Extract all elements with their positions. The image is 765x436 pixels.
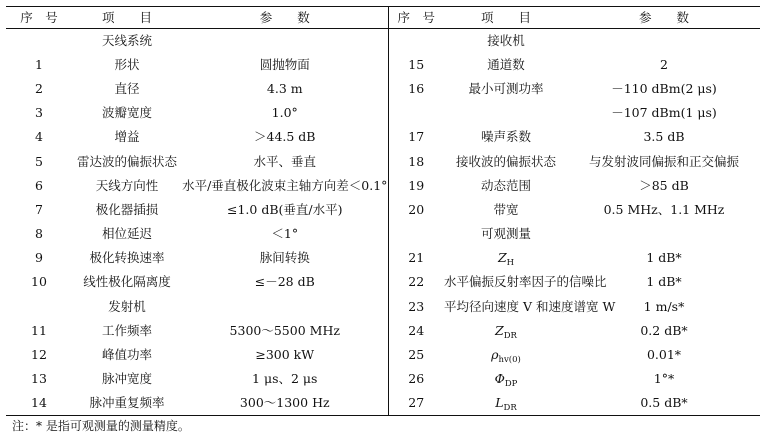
row-right-number: 24: [388, 319, 444, 343]
row-left-number: 1: [35, 56, 43, 72]
row-left-value: 5300～5500 MHz: [229, 322, 340, 338]
table-row: [6, 198, 760, 222]
row-right-value: 0.5 dB*: [568, 391, 760, 415]
row-right-number: 27: [388, 391, 444, 415]
radar-parameter-table: [6, 6, 760, 416]
row-right-item: 带宽: [493, 201, 519, 217]
row-left-item: 相位延迟: [101, 226, 152, 242]
row-right-value: 0.2 dB*: [640, 322, 688, 338]
row-right-item: 通道数: [487, 56, 525, 72]
row-right-value: －107 dBm(1 μs): [611, 105, 717, 121]
row-right-value: 3.5 dB: [643, 129, 685, 145]
row-left-number: [6, 295, 72, 319]
symbol-subscript: DR: [503, 403, 517, 414]
table-row: [6, 174, 760, 198]
row-left-value: 300～1300 Hz: [182, 391, 388, 415]
table-body: [6, 29, 760, 416]
row-right-number: 19: [388, 174, 444, 198]
row-right-number: 22: [388, 270, 444, 294]
row-left-value: 圆抛物面: [259, 56, 310, 72]
symbol-subscript: DP: [504, 379, 518, 390]
symbol-main: Z: [495, 322, 504, 338]
row-right-value: 1 m/s*: [643, 298, 685, 314]
row-left-value: 4.3 m: [266, 80, 303, 96]
row-left-item: 增益: [114, 129, 140, 145]
row-left-value: [182, 295, 388, 319]
symbol-subscript: hv(0): [498, 355, 521, 366]
row-left-item: 形状: [114, 56, 140, 72]
table-row: [6, 391, 760, 415]
row-left-value: 1.0°: [271, 105, 298, 121]
row-left-item: 极化器插损: [95, 201, 159, 217]
row-right-number: 26: [388, 367, 444, 391]
table-row: [6, 343, 760, 367]
row-left-number: [6, 29, 72, 53]
row-right-item: 水平偏振反射率因子的信噪比: [444, 274, 607, 290]
row-left-item: 直径: [114, 80, 140, 96]
row-right-number: 15: [388, 53, 444, 77]
row-right-value: 1 dB*: [646, 250, 682, 266]
row-right-item: [444, 391, 568, 415]
table-row: [6, 270, 760, 294]
table-row: [6, 149, 760, 173]
row-right-number: 17: [388, 125, 444, 149]
header-right-item: 项 目: [444, 7, 568, 29]
row-left-value: ≤1.0 dB(垂直/水平): [227, 201, 343, 217]
row-right-number: [388, 101, 444, 125]
row-right-item: 接收波的偏振状态: [455, 153, 556, 169]
row-left-number: 4: [35, 129, 43, 145]
row-right-number: [388, 222, 444, 246]
row-left-number: 8: [35, 226, 43, 242]
row-right-value: [568, 29, 760, 53]
header-right-value: 参 数: [568, 7, 760, 29]
row-right-item: 噪声系数: [480, 129, 531, 145]
row-right-number: 25: [388, 343, 444, 367]
row-right-item: 可观测量: [480, 226, 531, 242]
header-left-no: 序 号: [6, 7, 72, 29]
row-left-value: 水平/垂直极化波束主轴方向差＜0.1°: [182, 177, 388, 193]
row-right-item: [444, 101, 568, 125]
row-right-value: 与发射波同偏振和正交偏振: [588, 153, 739, 169]
row-left-value: 水平、垂直: [253, 153, 316, 169]
row-right-item: 动态范围: [480, 177, 531, 193]
row-left-number: 11: [31, 322, 47, 338]
row-left-number: 7: [35, 201, 43, 217]
parameter-table-container: [6, 6, 760, 433]
row-right-item: [444, 319, 568, 343]
symbol-subscript: DR: [503, 330, 517, 341]
row-right-item: 接收机: [487, 32, 525, 48]
row-right-number: 16: [388, 77, 444, 101]
row-left-value: ≥300 kW: [255, 347, 315, 363]
row-left-value: ≤－28 dB: [254, 274, 315, 290]
table-row: [6, 125, 760, 149]
row-right-value: ＞85 dB: [639, 177, 689, 193]
symbol-main: Z: [497, 250, 507, 266]
row-left-item: 峰值功率: [101, 347, 152, 363]
symbol-main: Φ: [494, 371, 505, 387]
row-left-number: 14: [6, 391, 72, 415]
row-right-item: 最小可测功率: [468, 80, 544, 96]
symbol-main: ρ: [491, 347, 499, 363]
header-left-item: 项 目: [72, 7, 182, 29]
row-left-number: 6: [35, 177, 43, 193]
row-left-number: 10: [31, 274, 47, 290]
table-row: [6, 222, 760, 246]
row-right-value: 1 dB*: [646, 274, 682, 290]
row-left-number: 13: [31, 371, 47, 387]
row-right-number: 20: [388, 198, 444, 222]
row-right-number: 21: [388, 246, 444, 270]
row-left-item: 波瓣宽度: [101, 105, 152, 121]
row-right-value: －110 dBm(2 μs): [611, 80, 717, 96]
row-left-item: 脉冲重复频率: [72, 391, 182, 415]
row-right-item: 平均径向速度 V 和速度谱宽 W: [444, 298, 616, 314]
row-left-value: 脉间转换: [259, 250, 310, 266]
header-right-no: 序 号: [388, 7, 444, 29]
table-row: [6, 101, 760, 125]
row-left-item: 发射机: [108, 298, 146, 314]
table-row: [6, 367, 760, 391]
row-left-item: 线性极化隔离度: [83, 274, 171, 290]
table-row: [6, 29, 760, 53]
table-row: [6, 77, 760, 101]
row-left-item: 雷达波的偏振状态: [76, 153, 177, 169]
table-row: [6, 246, 760, 270]
row-right-number: [388, 29, 444, 53]
row-left-item: 天线系统: [101, 32, 152, 48]
row-right-item: [444, 367, 568, 391]
row-right-item: [444, 246, 568, 270]
symbol-subscript: H: [506, 258, 515, 269]
row-right-value: 0.01*: [646, 347, 682, 363]
row-right-value: 0.5 MHz、1.1 MHz: [603, 201, 725, 217]
row-left-number: 5: [35, 153, 43, 169]
row-left-number: 3: [35, 105, 43, 121]
table-row: [6, 53, 760, 77]
row-left-number: 9: [35, 250, 43, 266]
row-left-value: ＜1°: [271, 226, 299, 242]
row-left-value: 1 μs、2 μs: [252, 371, 318, 387]
row-right-number: 18: [388, 149, 444, 173]
table-row: [6, 319, 760, 343]
row-right-value: [568, 222, 760, 246]
row-right-item: [444, 343, 568, 367]
row-left-item: 天线方向性: [95, 177, 159, 193]
row-left-number: 2: [35, 80, 43, 96]
row-right-number: 23: [388, 295, 444, 319]
symbol-main: L: [495, 395, 504, 411]
row-left-value: [182, 29, 388, 53]
row-left-number: 12: [31, 347, 47, 363]
table-row: [6, 295, 760, 319]
row-left-item: 极化转换速率: [89, 250, 165, 266]
row-left-value: ＞44.5 dB: [254, 129, 316, 145]
table-footnote: 注：* 是指可观测量的测量精度。: [12, 419, 190, 433]
row-left-item: 脉冲宽度: [101, 371, 152, 387]
row-left-item: 工作频率: [101, 322, 152, 338]
header-left-value: 参 数: [182, 7, 388, 29]
row-right-value: 2: [660, 56, 668, 72]
table-header-row: [6, 7, 760, 29]
row-right-value: 1°*: [653, 371, 675, 387]
